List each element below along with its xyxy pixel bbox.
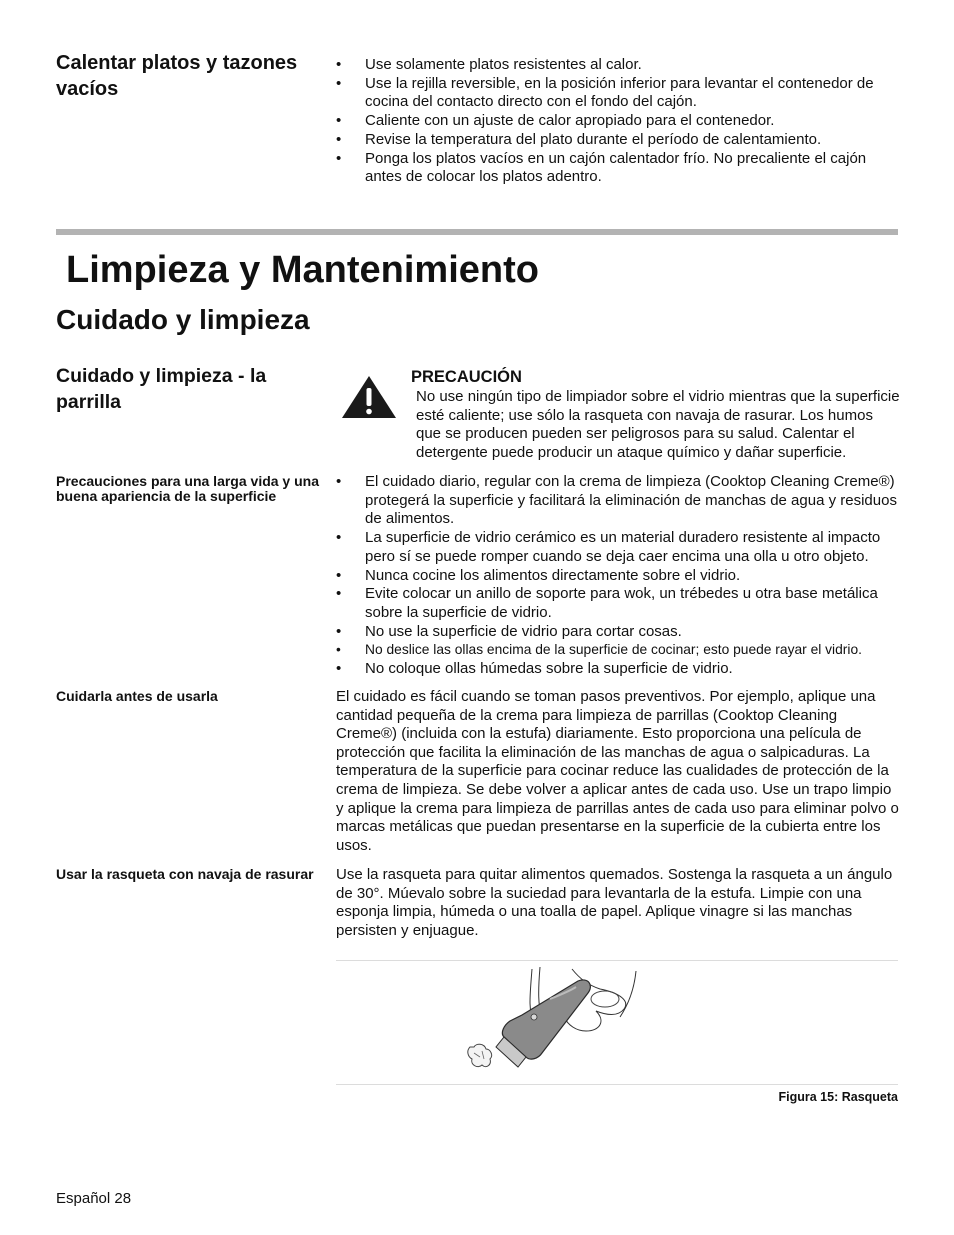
- list-item: • Use solamente platos resistentes al calor.: [336, 56, 901, 75]
- list-item: • Evite colocar un anillo de soporte para wok, un trébedes u otra base metálica sobre la superficie de vidrio.: [336, 585, 901, 622]
- chapter-title: Limpieza y Mantenimiento: [66, 249, 539, 291]
- list-item: • No coloque ollas húmedas sobre la superficie de vidrio.: [336, 660, 901, 679]
- list-item: • Caliente con un ajuste de calor apropiado para el contenedor.: [336, 112, 901, 131]
- list-item: • Revise la temperatura del plato durante el período de calentamiento.: [336, 131, 901, 150]
- list-item: • Use la rejilla reversible, en la posición inferior para levantar el contenedor de cocina del contacto directo con el fondo del cajón.: [336, 75, 901, 112]
- caution-title: PRECAUCIÓN: [411, 368, 522, 386]
- list-precauciones: [336, 473, 901, 679]
- list-item: • El cuidado diario, regular con la crema de limpieza (Cooktop Cleaning Creme®) protegerá la superficie y facilitará la eliminación de manchas de agua y residuos de alimentos.: [336, 473, 901, 529]
- heading-precauciones: Precauciones para una larga vida y una buena apariencia de la superficie: [56, 473, 319, 504]
- heading-cuidarla: Cuidarla antes de usarla: [56, 688, 218, 704]
- heading-parrilla: Cuidado y limpieza - la parrilla: [56, 365, 267, 413]
- list-item: • Nunca cocine los alimentos directamente sobre el vidrio.: [336, 567, 901, 586]
- caution-text: No use ningún tipo de limpiador sobre el vidrio mientras que la superficie esté caliente; use sólo la rasqueta con navaja de rasurar. Los humos que se producen pueden ser peligrosos para su salud. Calentar el detergente puede producir un ataque químico y dañar superficie.: [416, 388, 900, 461]
- heading-calentar-platos: Calentar platos y tazones vacíos: [56, 52, 298, 100]
- heading-rasqueta: Usar la rasqueta con navaja de rasurar: [56, 866, 314, 882]
- list-item: • Ponga los platos vacíos en un cajón calentador frío. No precaliente el cajón antes de colocar los platos adentro.: [336, 150, 901, 187]
- section-title: Cuidado y limpieza: [56, 304, 310, 335]
- scraper-illustration: [460, 965, 650, 1080]
- list-item: • No deslice las ollas encima de la superficie de cocinar; esto puede rayar el vidrio.: [336, 641, 901, 660]
- list-calentar-platos: [336, 56, 901, 187]
- warning-triangle-icon: [340, 374, 398, 420]
- paragraph-cuidarla: El cuidado es fácil cuando se toman pasos preventivos. Por ejemplo, aplique una cantidad pequeña de la crema para limpieza de parrillas (Cooktop Cleaning Creme®) (incluida con la estufa) diariamente. Esto proporciona una película de protección que facilita la eliminación de las manchas de agua o salpicaduras. La temperatura de la superficie para cocinar reduce las cualidades de protección de la crema de limpieza. Se debe volver a aplicar antes de cada uso. Use un trapo limpio y aplique la crema para limpieza de parrillas antes de cada uso para eliminar polvo o marcas metálicas que puedan presentarse en la superficie de la cubierta entre los usos.: [336, 688, 899, 854]
- figure-top-rule: [336, 960, 898, 961]
- chapter-divider: [56, 229, 898, 235]
- list-item: • La superficie de vidrio cerámico es un material duradero resistente al impacto pero sí se puede romper cuando se deja caer encima una olla u otro objeto.: [336, 529, 901, 566]
- list-item: • No use la superficie de vidrio para cortar cosas.: [336, 623, 901, 642]
- page-footer: Español 28: [56, 1190, 132, 1207]
- figure-bottom-rule: [336, 1084, 898, 1085]
- figure-caption: Figura 15: Rasqueta: [778, 1090, 898, 1104]
- paragraph-rasqueta: Use la rasqueta para quitar alimentos quemados. Sostenga la rasqueta a un ángulo de 30°. Múevalo sobre la suciedad para levantarla de la estufa. Limpie con una esponja limpia, húmeda o una toalla de papel. Aplique vinagre si las manchas persisten y enjuague.: [336, 866, 893, 939]
